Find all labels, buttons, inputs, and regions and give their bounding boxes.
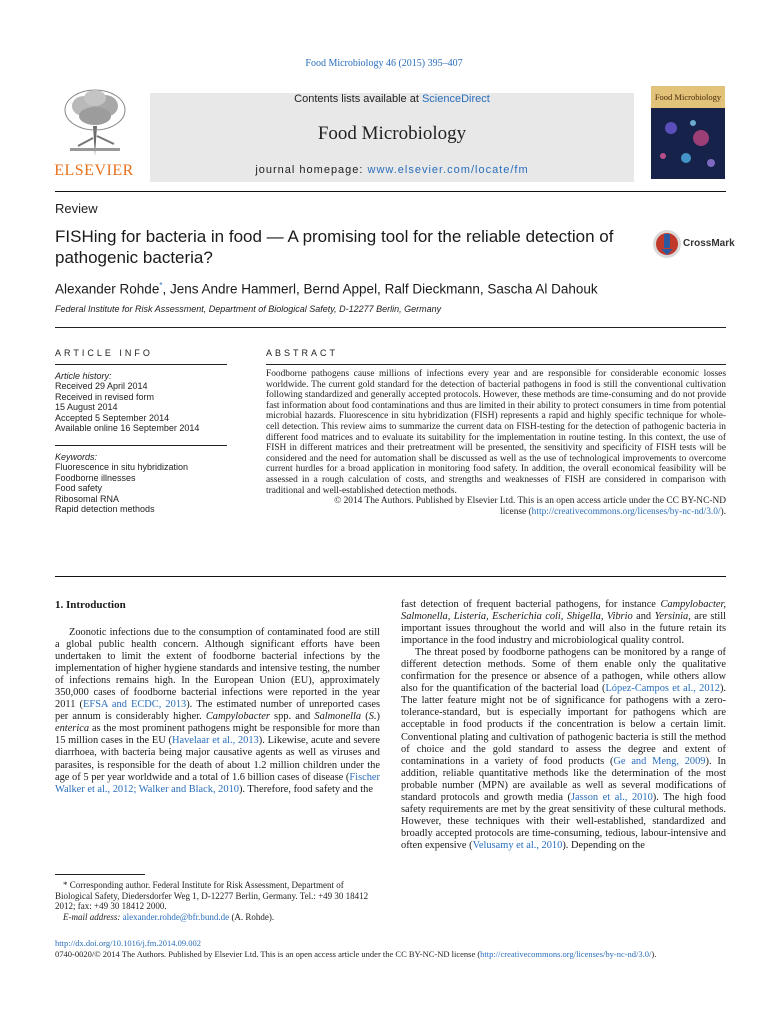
homepage-prefix: journal homepage: — [255, 164, 368, 176]
text-run: ). The latter feature might not be of significance for pathogens with a zero-tolerance-standard, but is especially important for pathogens which are acceptable in food products if the concentration is below a certain limit. Conventional plating and cultivation of pathogenic bacteria is still the method of choice and the gold standard to assess the degree and extent of contaminations in a variety of food products ( — [401, 683, 726, 767]
abstract-copyright — [266, 496, 726, 517]
authors-rule — [55, 327, 726, 328]
license-line-prefix: 0740-0020/© 2014 The Authors. Published by Elsevier Ltd. This is an open access article under the CC BY-NC-ND license ( — [55, 948, 481, 959]
reference-link[interactable]: Velusamy et al., 2010 — [472, 839, 563, 851]
text-run: ). Therefore, food safety and the — [238, 783, 373, 795]
footnote-rule — [55, 874, 145, 875]
keywords — [55, 452, 227, 514]
history-label: Article history: — [55, 371, 112, 381]
paragraph — [55, 627, 380, 796]
journal-header — [150, 93, 634, 182]
history-item: Received in revised form — [55, 391, 155, 402]
text-run: ). In addition, reliable quantitative methods like the determination of the most probable number (MPN) are available as well as several modifications of standard protocols and growth media ( — [401, 755, 726, 803]
license-line-suffix: ). — [651, 948, 657, 959]
italic-term: Campylobacter — [205, 711, 270, 723]
keyword: Fluorescence in situ hybridization — [55, 462, 189, 473]
corresponding-author-note: * Corresponding author. Federal Institute for Risk Assessment, Department of Biological Safety, Diedersdorfer Weg 1, D-12277 Berlin, Germany. Tel.: +49 30 18412 2012; fax: +49 30 18412 2000. — [55, 880, 369, 912]
reference-link[interactable]: Ge and Meng, 2009 — [613, 755, 706, 767]
keyword: Food safety — [55, 483, 103, 494]
elsevier-tree-icon — [60, 86, 130, 158]
article-type: Review — [55, 201, 98, 216]
paragraph — [401, 647, 726, 852]
journal-title[interactable]: Food Microbiology — [317, 123, 467, 144]
keyword: Ribosomal RNA — [55, 493, 120, 504]
history-item: Accepted 5 September 2014 — [55, 412, 170, 423]
homepage-link[interactable]: www.elsevier.com/locate/fm — [367, 164, 529, 176]
journal-cover[interactable] — [651, 86, 725, 179]
other-authors: , Jens Andre Hammerl, Bernd Appel, Ralf Dieckmann, Sascha Al Dahouk — [162, 281, 598, 297]
crossmark-badge[interactable] — [652, 229, 735, 261]
homepage-line — [150, 164, 634, 176]
abstract-heading: ABSTRACT — [266, 348, 339, 358]
copyright-text: © 2014 The Authors. Published by Elsevier Ltd. This is an open access article under the CC BY-NC-ND — [334, 496, 726, 507]
footer-license-link[interactable]: http://creativecommons.org/licenses/by-nc-nd/3.0/ — [480, 948, 652, 959]
section-heading: 1. Introduction — [55, 599, 126, 611]
crossmark-icon — [652, 229, 682, 259]
text-run: ) — [376, 711, 381, 723]
abstract-text: Foodborne pathogens cause millions of infections every year and are responsible for considerable economic losses worldwide. The current gold standard for the detection of bacterial pathogens in food is still the conventional cultivation following standardized and generally accepted protocols. However, these methods are time-consuming and do not provide fast information about food contaminations and thus are limited in their ability to protect consumers in time from potential microbial hazards. Fluorescence in situ hybridization (FISH) represents a rapid and highly specific technique for whole-cell detection. This review aims to summarize the current data on FISH-testing for the detection of pathogenic bacteria in different food matrices and to evaluate its suitability for the implementation in routine testing. In this context, the use of FISH in different matrices and their pretreatment will be presented, the sensitivity and specificity of FISH tests will be considered and the need for automation shall be discussed as well as the use of technological improvements to overcome current hurdles for a broad application in monitoring food safety. In addition, the overall economical feasibility will be assessed in a rough calculation of costs, and strengths and weaknesses of FISH are considered in comparison with traditional and well-established detection methods. — [266, 369, 726, 496]
license-suffix: ). — [720, 506, 726, 517]
journal-citation[interactable]: Food Microbiology 46 (2015) 395–407 — [305, 58, 463, 69]
cover-image-icon — [651, 108, 725, 179]
affiliation: Federal Institute for Risk Assessment, Department of Biological Safety, D-12277 Berlin, Germany — [55, 304, 442, 314]
sciencedirect-link[interactable]: ScienceDirect — [421, 93, 490, 105]
text-run: fast detection of frequent bacterial pathogens, for instance — [401, 599, 661, 610]
history-item: Available online 16 September 2014 — [55, 423, 200, 434]
history-item: Received 29 April 2014 — [55, 381, 148, 392]
reference-link[interactable]: Jasson et al., 2010 — [570, 791, 653, 803]
article-info-rule — [55, 364, 227, 365]
email-link[interactable]: alexander.rohde@bfr.bund.de — [122, 911, 230, 922]
reference-link[interactable]: EFSA and ECDC, 2013 — [82, 699, 187, 711]
elsevier-logo[interactable] — [52, 86, 136, 182]
license-prefix: license ( — [500, 506, 532, 517]
text-run: spp. and — [269, 711, 315, 723]
header-rule — [55, 191, 726, 192]
italic-term: Salmonella — [314, 711, 362, 723]
license-link[interactable]: http://creativecommons.org/licenses/by-nc-nd/3.0/ — [531, 506, 721, 517]
contents-line — [150, 93, 634, 105]
text-run: and — [632, 611, 655, 623]
text-run: ). Likewise, acute and severe diarrhoea, with bacteria being major causative agents as well as viruses and parasites, is responsible for the death of about 1.2 million children under the age of 5 per year worldwide and a total of 1.6 billion cases of disease ( — [55, 735, 381, 783]
paragraph — [401, 599, 726, 647]
abstract-rule — [266, 364, 726, 365]
author-list — [55, 281, 735, 297]
keyword: Foodborne illnesses — [55, 472, 136, 483]
author-rohde[interactable]: Alexander Rohde — [55, 281, 160, 297]
abstract-bottom-rule — [55, 576, 726, 577]
column-left — [55, 627, 380, 796]
doi-link[interactable]: http://dx.doi.org/10.1016/j.fm.2014.09.002 — [55, 938, 201, 948]
keywords-label: Keywords: — [55, 452, 98, 462]
italic-term: enterica — [55, 723, 90, 735]
email-suffix: (A. Rohde). — [229, 911, 275, 922]
article-info-heading: ARTICLE INFO — [55, 348, 153, 358]
text-run: as the most prominent pathogens might be responsible for more than 15 million cases in the EU ( — [55, 723, 380, 747]
abstract — [266, 369, 726, 517]
text-run: ). The high food safety requirements are met by the great sensitivity of these cultural methods. However, these techniques with their well-established, standardized and broadly accepted protocols are time-consuming, tedious, labour-intensive and often expensive ( — [401, 791, 726, 851]
crossmark-label: CrossMark — [683, 238, 735, 249]
elsevier-wordmark: ELSEVIER — [54, 162, 134, 179]
text-run: ). Depending on the — [562, 839, 645, 851]
page-footer — [55, 938, 755, 959]
text-run: ). The estimated number of unreported cases per annum is considerably higher. — [55, 699, 381, 723]
column-right — [401, 599, 726, 852]
text-run: ( — [361, 711, 369, 723]
keywords-rule — [55, 445, 227, 446]
email-label: E-mail address: — [63, 911, 123, 922]
article-history — [55, 371, 227, 433]
text-run: , are still important issues throughout the world and will also in the future retain its importance in the food industry and microbiological quality control. — [401, 611, 727, 647]
italic-term: Yersinia — [654, 611, 689, 623]
article-title: FISHing for bacteria in food — A promising tool for the reliable detection of pathogenic bacteria? — [55, 227, 614, 267]
reference-link[interactable]: Fischer Walker et al., 2012; Walker and Black, 2010 — [55, 771, 380, 795]
italic-term: Campylobacter, Salmonella, Listeria, Escherichia coli, Shigella, Vibrio — [401, 599, 726, 623]
keyword: Rapid detection methods — [55, 504, 155, 515]
text-run: Zoonotic infections due to the consumption of contaminated food are still a global public health concern. Although significant efforts have been undertaken to limit the extent of foodborne bacterial infections by the implementation of higher hygiene standards and intensive testing, the number of infections remains high. In the European Union (EU), approximately 350,000 cases of foodborne bacterial infections were reported in the year 2011 ( — [55, 627, 380, 711]
corresponding-author-mark[interactable]: * — [159, 281, 163, 290]
reference-link[interactable]: Havelaar et al., 2013 — [172, 735, 259, 747]
email-line — [55, 912, 380, 923]
reference-link[interactable]: López-Campos et al., 2012 — [605, 683, 720, 695]
cover-title: Food Microbiology — [651, 86, 725, 108]
text-run: The threat posed by foodborne pathogens can be monitored by a range of different detection methods. Some of them enable only the qualitative confirmation for the presence or absence of a pathogen, while others allow also for the quantification of the bacterial load ( — [401, 647, 726, 695]
license-line — [55, 949, 755, 960]
history-item: 15 August 2014 — [55, 402, 118, 413]
contents-prefix: Contents lists available at — [294, 93, 422, 105]
italic-term: S. — [368, 711, 377, 723]
footnote — [55, 880, 380, 922]
